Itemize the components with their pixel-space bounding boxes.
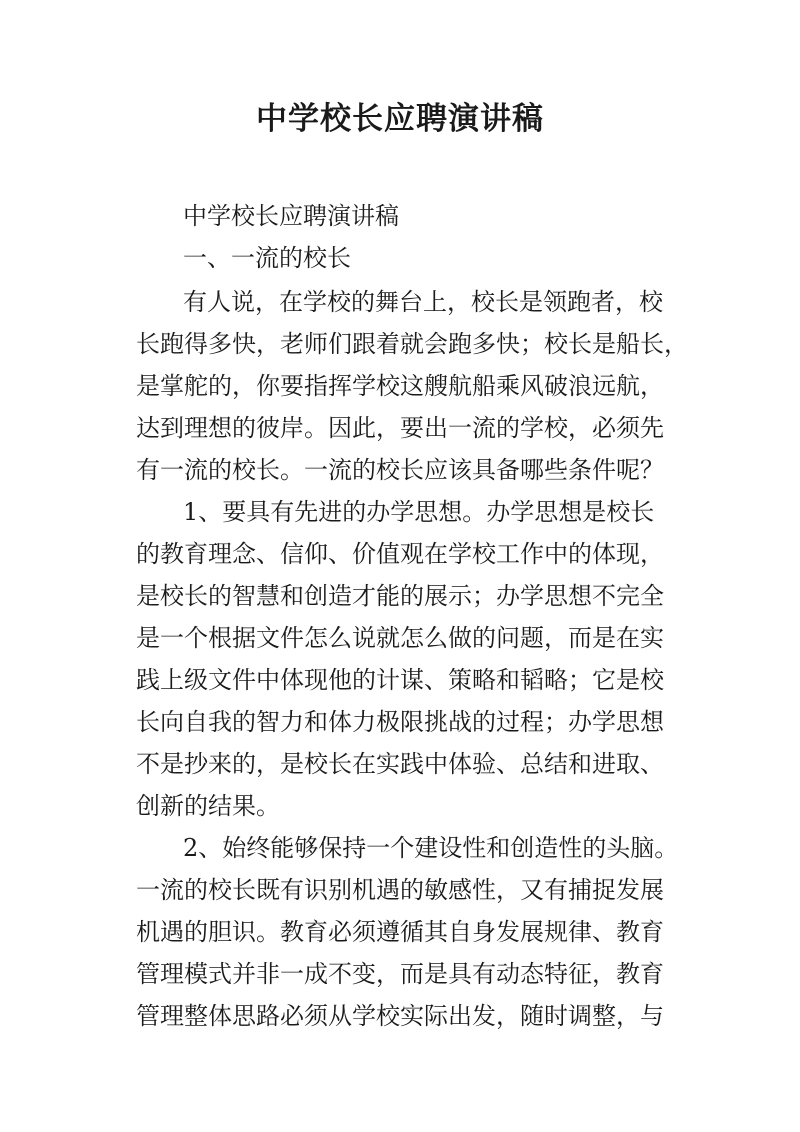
paragraph-line: 是一个根据文件怎么说就怎么做的问题，而是在实	[136, 624, 664, 652]
page-title: 中学校长应聘演讲稿	[256, 101, 544, 137]
paragraph-line: 有人说，在学校的舞台上，校长是领跑者，校	[183, 288, 663, 316]
subtitle-line: 中学校长应聘演讲稿	[183, 202, 399, 230]
paragraph-line: 创新的结果。	[136, 792, 280, 820]
paragraph-line: 是校长的智慧和创造才能的展示；办学思想不完全	[136, 582, 664, 610]
section-heading: 一、一流的校长	[183, 244, 351, 272]
paragraph-line: 管理整体思路必须从学校实际出发，随时调整，与	[136, 1002, 664, 1030]
paragraph-line: 2、始终能够保持一个建设性和创造性的头脑。	[183, 834, 679, 862]
paragraph-line: 不是抄来的，是校长在实践中体验、总结和进取、	[136, 750, 664, 778]
paragraph-line: 机遇的胆识。教育必须遵循其自身发展规律、教育	[136, 918, 664, 946]
paragraph-line: 的教育理念、信仰、价值观在学校工作中的体现，	[136, 540, 664, 568]
paragraph-line: 管理模式并非一成不变，而是具有动态特征，教育	[136, 960, 664, 988]
paragraph-line: 1、要具有先进的办学思想。办学思想是校长	[183, 498, 655, 526]
paragraph-line: 是掌舵的，你要指挥学校这艘航船乘风破浪远航，	[136, 372, 664, 400]
paragraph-line: 一流的校长既有识别机遇的敏感性，又有捕捉发展	[136, 876, 664, 904]
paragraph-line: 长跑得多快，老师们跟着就会跑多快；校长是船长，	[136, 330, 688, 358]
paragraph-line: 达到理想的彼岸。因此，要出一流的学校，必须先	[136, 414, 664, 442]
paragraph-line: 长向自我的智力和体力极限挑战的过程；办学思想	[136, 708, 664, 736]
paragraph-line: 践上级文件中体现他的计谋、策略和韬略；它是校	[136, 666, 664, 694]
paragraph-line: 有一流的校长。一流的校长应该具备哪些条件呢？	[136, 456, 664, 484]
